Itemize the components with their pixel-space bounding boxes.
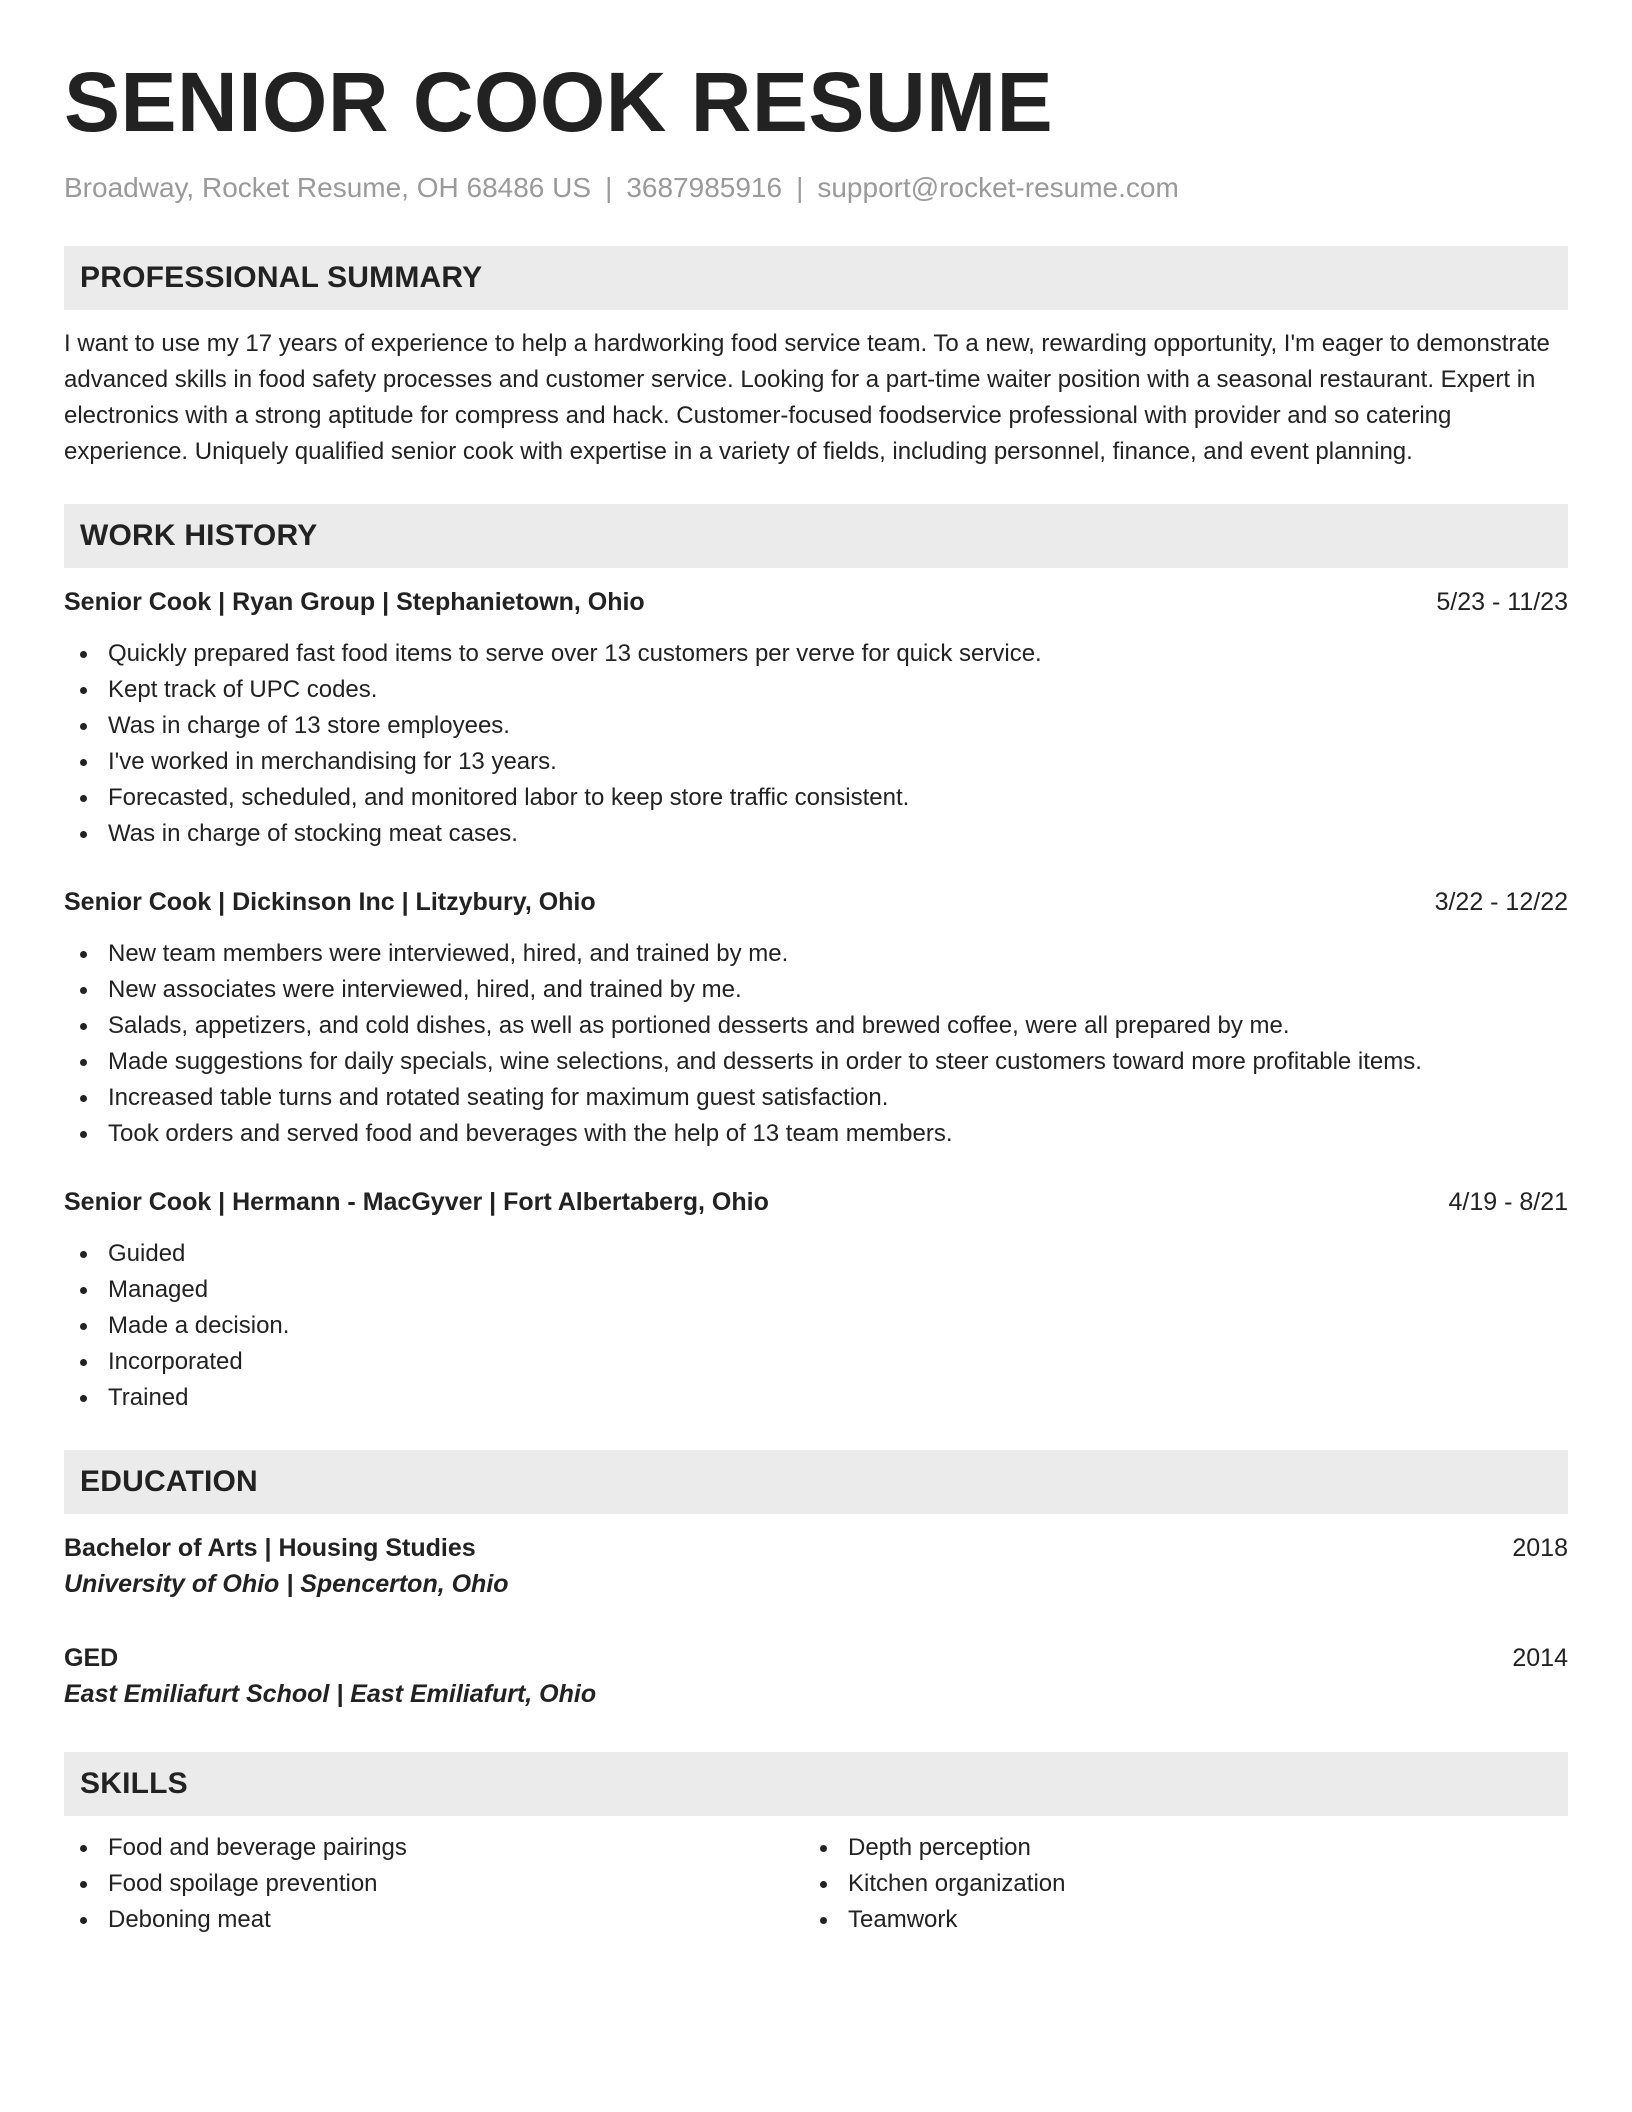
list-item: Was in charge of 13 store employees. xyxy=(64,708,1568,744)
education-entry xyxy=(64,1640,1568,1712)
skill-item: Kitchen organization xyxy=(804,1866,1544,1902)
contact-separator: | xyxy=(796,172,804,203)
education-degree: GED xyxy=(64,1644,119,1672)
list-item: New associates were interviewed, hired, and trained by me. xyxy=(64,972,1568,1008)
list-item: Quickly prepared fast food items to serve over 13 customers per verve for quick service. xyxy=(64,636,1568,672)
job-entry xyxy=(64,884,1568,1152)
education-year: 2018 xyxy=(1512,1534,1568,1562)
skill-item: Food spoilage prevention xyxy=(64,1866,804,1902)
skill-item: Food and beverage pairings xyxy=(64,1830,804,1866)
list-item: Took orders and served food and beverages with the help of 13 team members. xyxy=(64,1116,1568,1152)
contact-phone: 3687985916 xyxy=(626,172,783,203)
section-heading-summary: PROFESSIONAL SUMMARY xyxy=(64,246,1568,310)
education-header xyxy=(64,1530,1568,1566)
summary-text: I want to use my 17 years of experience to help a hardworking food service team. To a new, rewarding opportunity, I'm eager to demonstrate advanced skills in food safety processes and customer service. Looking for a part-time waiter position with a seasonal restaurant. Expert in electronics with a strong aptitude for compress and hack. Customer-focused foodservice professional with provider and so catering experience. Uniquely qualified senior cook with expertise in a variety of fields, including personnel, finance, and event planning. xyxy=(64,330,1550,465)
job-dates: 4/19 - 8/21 xyxy=(1448,1188,1568,1216)
section-heading-education: EDUCATION xyxy=(64,1450,1568,1514)
list-item: New team members were interviewed, hired, and trained by me. xyxy=(64,936,1568,972)
resume-title: SENIOR COOK RESUME xyxy=(64,55,1054,149)
job-entry xyxy=(64,1184,1568,1416)
list-item: Incorporated xyxy=(64,1344,1568,1380)
education-header xyxy=(64,1640,1568,1676)
education-entry xyxy=(64,1530,1568,1602)
job-bullets xyxy=(64,636,1568,852)
skill-item: Teamwork xyxy=(804,1902,1544,1938)
job-title: Senior Cook | Dickinson Inc | Litzybury, Ohio xyxy=(64,888,596,916)
education-school: University of Ohio | Spencerton, Ohio xyxy=(64,1570,509,1598)
skill-item: Deboning meat xyxy=(64,1902,804,1938)
list-item: Managed xyxy=(64,1272,1568,1308)
contact-email: support@rocket-resume.com xyxy=(817,172,1179,203)
job-bullets xyxy=(64,936,1568,1152)
list-item: Forecasted, scheduled, and monitored labor to keep store traffic consistent. xyxy=(64,780,1568,816)
education-year: 2014 xyxy=(1512,1644,1568,1672)
section-heading-skills: SKILLS xyxy=(64,1752,1568,1816)
job-entry xyxy=(64,584,1568,852)
education-degree: Bachelor of Arts | Housing Studies xyxy=(64,1534,476,1562)
skill-item: Depth perception xyxy=(804,1830,1544,1866)
job-header xyxy=(64,1184,1568,1220)
job-bullets xyxy=(64,1236,1568,1416)
job-header xyxy=(64,884,1568,920)
education-school: East Emiliafurt School | East Emiliafurt, Ohio xyxy=(64,1680,597,1708)
list-item: Guided xyxy=(64,1236,1568,1272)
contact-separator: | xyxy=(605,172,613,203)
contact-address: Broadway, Rocket Resume, OH 68486 US xyxy=(64,172,592,203)
job-dates: 5/23 - 11/23 xyxy=(1436,588,1568,616)
list-item: Salads, appetizers, and cold dishes, as well as portioned desserts and brewed coffee, were all prepared by me. xyxy=(64,1008,1568,1044)
skills-column-right xyxy=(804,1830,1544,1938)
list-item: Increased table turns and rotated seating for maximum guest satisfaction. xyxy=(64,1080,1568,1116)
list-item: Trained xyxy=(64,1380,1568,1416)
list-item: Was in charge of stocking meat cases. xyxy=(64,816,1568,852)
contact-line xyxy=(64,170,1568,206)
skills-list xyxy=(64,1830,1568,1938)
list-item: Made a decision. xyxy=(64,1308,1568,1344)
section-heading-work: WORK HISTORY xyxy=(64,504,1568,568)
list-item: Made suggestions for daily specials, wine selections, and desserts in order to steer customers toward more profitable items. xyxy=(64,1044,1568,1080)
job-title: Senior Cook | Hermann - MacGyver | Fort Albertaberg, Ohio xyxy=(64,1188,769,1216)
job-header xyxy=(64,584,1568,620)
list-item: Kept track of UPC codes. xyxy=(64,672,1568,708)
list-item: I've worked in merchandising for 13 years. xyxy=(64,744,1568,780)
job-title: Senior Cook | Ryan Group | Stephanietown, Ohio xyxy=(64,588,645,616)
job-dates: 3/22 - 12/22 xyxy=(1434,888,1568,916)
skills-column-left xyxy=(64,1830,804,1938)
